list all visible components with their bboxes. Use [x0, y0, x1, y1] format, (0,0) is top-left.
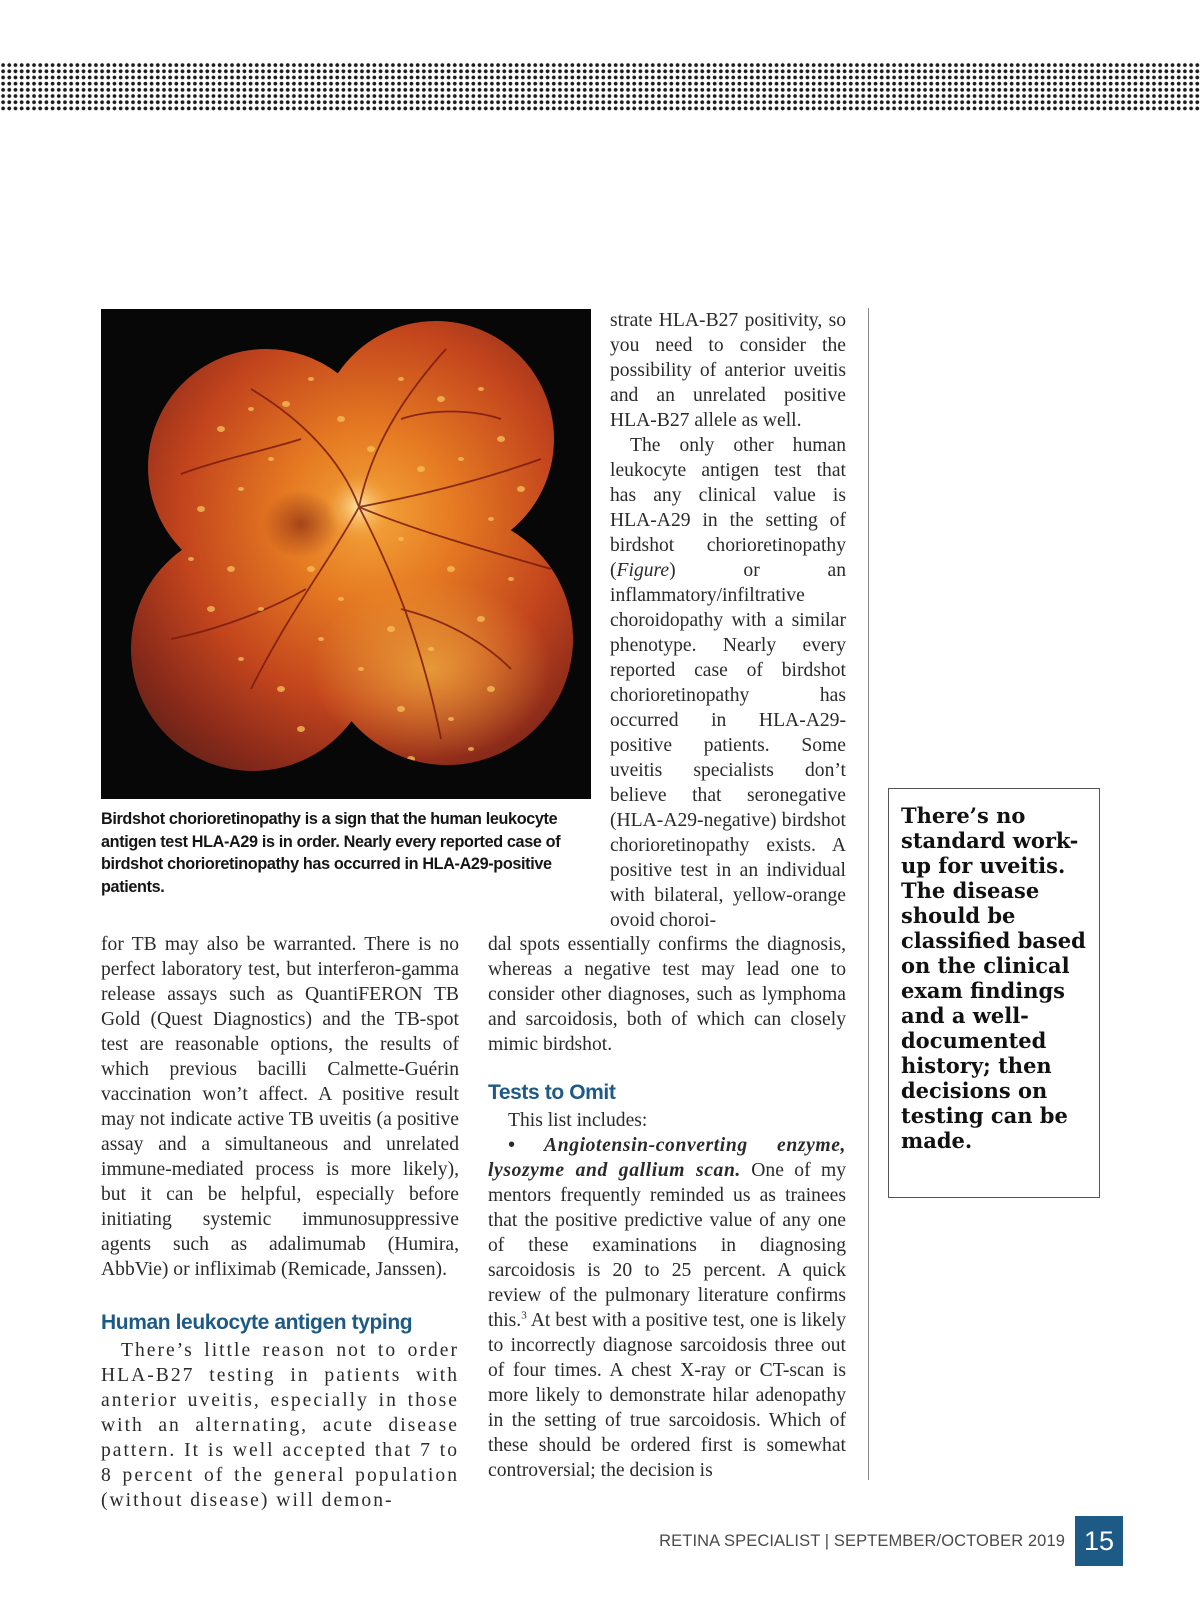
pull-quote — [888, 788, 1100, 1198]
reference-number: 3 — [521, 1309, 527, 1322]
column-a — [101, 932, 459, 1513]
heading-hla-typing: Human leukocyte antigen typing — [101, 1311, 413, 1334]
paragraph-hla-a29 — [610, 433, 846, 933]
bullet-text-2: At best with a positive test, one is likely to incorrectly diagnose sarcoidosis three out of four times. A chest X-ray or CT-scan is more likely to demonstrate hilar adenopathy in the setting of true sarcoidosis. Which of these should be ordered first is somewhat controversial; the decision is — [488, 1310, 846, 1481]
column-b-top — [610, 308, 846, 933]
decorative-dot-band — [0, 62, 1200, 112]
column-divider — [868, 308, 869, 1480]
paragraph-ace-bullet — [488, 1133, 846, 1483]
paragraph-hla-a29-part2: ) or an inflammatory/infiltrative choroidopathy with a similar phenotype. Nearly every reported case of birdshot chorioretinopathy has occurred in HLA-A29-positive patients. Some uveitis specialists don’t believe that seronegative (HLA-A29-negative) birdshot chorioretinopathy exists. A positive test in an individual with bilateral, yellow-orange ovoid choroi- — [610, 560, 846, 931]
fundus-photograph — [101, 309, 591, 799]
bullet-label: • Angiotensin-converting enzyme, lysozyme and gallium scan. — [488, 1135, 846, 1181]
column-b — [488, 932, 846, 1483]
page-number: 15 — [1075, 1516, 1123, 1566]
paragraph-hla-a29-part1: The only other human leukocyte antigen test that has any clinical value is HLA-A29 in the setting of birdshot chorioretinopathy ( — [610, 435, 846, 581]
paragraph-hla-b27-continued: strate HLA-B27 positivity, so you need to consider the possibility of anterior uveitis and an unrelated positive HLA-B27 allele as well. — [610, 310, 846, 431]
pull-quote-text: There’s no standard work-up for uveitis. The disease should be classified based on the clinical exam findings and a well-documented history; then decisions on testing can be made. — [901, 803, 1086, 1153]
figure-caption: Birdshot chorioretinopathy is a sign that the human leukocyte antigen test HLA-A29 is in order. Nearly every reported case of birdshot chorioretinopathy has occurred in HLA-A29-positive patients. — [101, 810, 561, 896]
footer-publication: RETINA SPECIALIST | SEPTEMBER/OCTOBER 2019 — [659, 1532, 1065, 1550]
paragraph-choroidal-spots: dal spots essentially confirms the diagnosis, whereas a negative test may lead one to consider other diagnoses, such as lymphoma and sarcoidosis, both of which can closely mimic birdshot. — [488, 934, 846, 1055]
figure-reference: Figure — [616, 560, 670, 581]
paragraph-hla-b27: There’s little reason not to order HLA-B27 testing in patients with anterior uveitis, especially in those with an alternating, acute disease pattern. It is well accepted that 7 to 8 percent of the general population (without disease) will demon- — [101, 1340, 459, 1511]
paragraph-list-intro: This list includes: — [508, 1110, 648, 1131]
bullet-text-1: One of my mentors frequently reminded us as trainees that the positive predictive value of any one of these examinations in diagnosing sarcoidosis is 20 to 25 percent. A quick review of the pulmonary literature confirms this. — [488, 1160, 846, 1331]
heading-tests-to-omit: Tests to Omit — [488, 1081, 616, 1104]
paragraph-tb-testing: for TB may also be warranted. There is no perfect laboratory test, but interferon-gamma release assays such as QuantiFERON TB Gold (Quest Diagnostics) and the TB-spot test are reasonable options, the results of which previous bacilli Calmette-Guérin vaccination won’t affect. A positive result may not indicate active TB uveitis (a positive assay and a simultaneous and unrelated immune-mediated process is more likely), but it can be helpful, especially before initiating systemic immunosuppressive agents such as adalimumab (Humira, AbbVie) or infliximab (Remicade, Janssen). — [101, 934, 459, 1280]
